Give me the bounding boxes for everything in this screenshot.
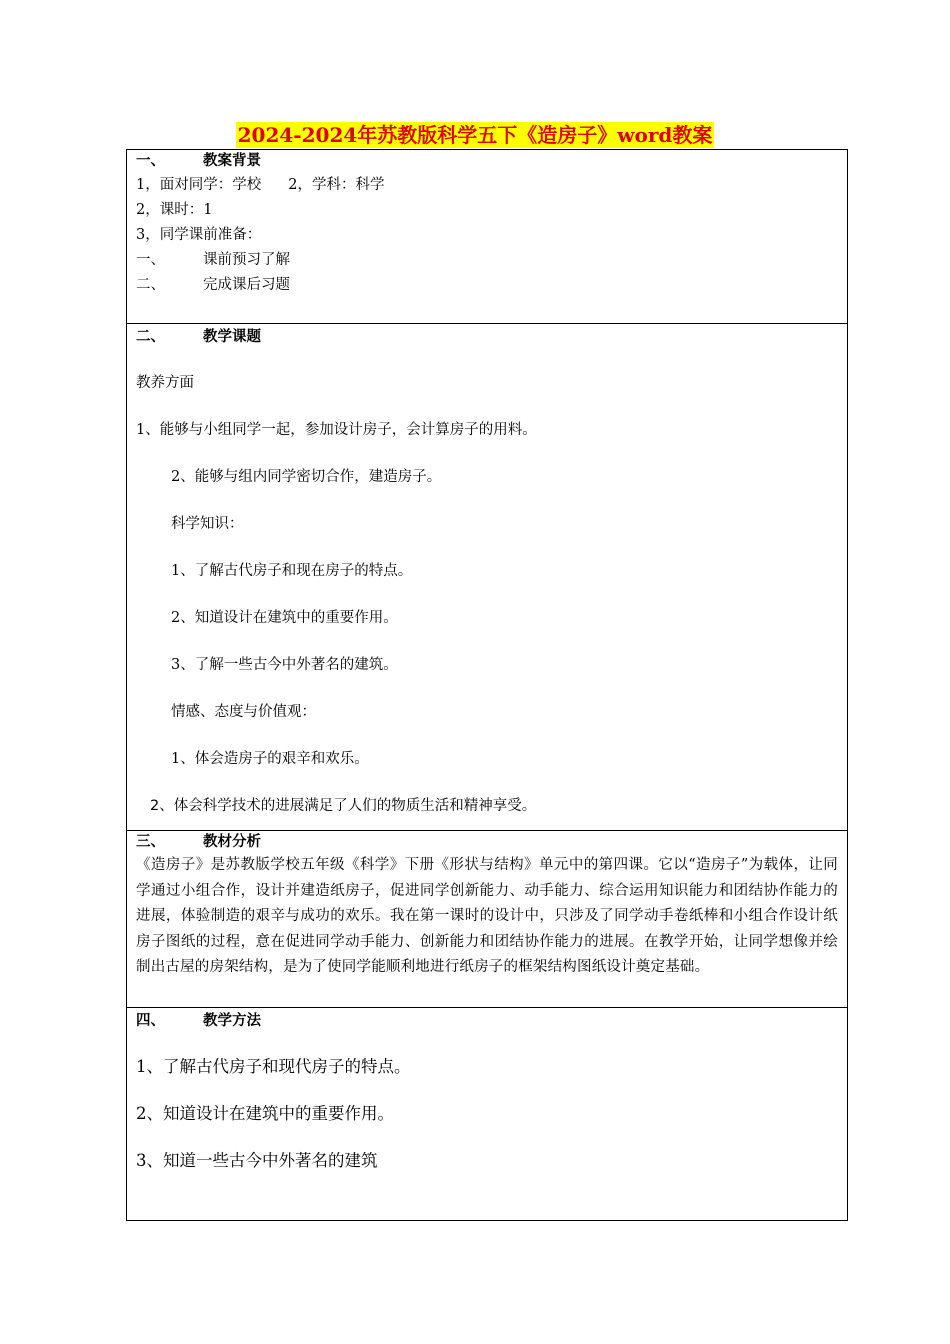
method-line: 1、了解古代房子和现代房子的特点。	[136, 1057, 411, 1076]
topic-line: 1、体会造房子的艰辛和欢乐。	[171, 751, 369, 767]
item-text: 完成课后习题	[203, 277, 290, 293]
section-heading: 教学方法	[203, 1012, 261, 1029]
section-method-row	[127, 1008, 848, 1221]
section-heading: 教材分析	[203, 833, 261, 850]
section-heading: 教案背景	[203, 152, 261, 169]
section-number: 一、	[136, 152, 165, 169]
topic-line: 2、体会科学技术的进展满足了人们的物质生活和精神享受。	[150, 798, 537, 814]
title-container	[0, 122, 950, 148]
topic-line: 情感、态度与价值观：	[171, 704, 316, 720]
preparation-item	[136, 248, 838, 273]
section-method-cell	[127, 1008, 848, 1221]
topic-line: 3、了解一些古今中外著名的建筑。	[171, 657, 398, 673]
lesson-plan-table	[126, 149, 848, 1221]
topic-line: 1、能够与小组同学一起，参加设计房子，会计算房子的用料。	[136, 422, 537, 438]
preparation-line: 3，同学课前准备：	[136, 227, 262, 243]
section-analysis-row	[127, 831, 848, 1008]
topic-line: 2、知道设计在建筑中的重要作用。	[171, 610, 398, 626]
analysis-paragraph: 《造房子》是苏教版学校五年级《科学》下册《形状与结构》单元中的第四课。它以“造房子”为载体，让同学通过小组合作，设计并建造纸房子，促进同学创新能力、动手能力、综合运用知识能力和团结协作能力的进展，体验制造的艰辛与成功的欢乐。我在第一课时的设计中，只涉及了同学动手卷纸棒和小组合作设计纸房子图纸的过程，意在促进同学动手能力、创新能力和团结协作能力的进展。在教学开始，让同学想像并绘制出古屋的房架结构，是为了使同学能顺利地进行纸房子的框架结构图纸设计奠定基础。	[136, 857, 838, 975]
topic-line: 科学知识：	[171, 516, 244, 532]
method-line: 2、知道设计在建筑中的重要作用。	[136, 1104, 394, 1123]
preparation-item	[136, 273, 838, 298]
subject-text: 2，学科：科学	[288, 177, 385, 193]
method-line: 3、知道一些古今中外著名的建筑	[136, 1151, 378, 1170]
section-background-row	[127, 150, 848, 324]
section-method-header	[136, 1010, 838, 1032]
audience-text: 1，面对同学：学校	[136, 177, 262, 193]
section-number: 四、	[136, 1012, 165, 1029]
item-number: 二、	[136, 277, 165, 293]
section-analysis-cell	[127, 831, 848, 1008]
section-background-cell	[127, 150, 848, 324]
section-topic-cell	[127, 324, 848, 831]
topic-line: 1、了解古代房子和现在房子的特点。	[171, 563, 413, 579]
section-topic-header	[136, 326, 838, 348]
item-text: 课前预习了解	[203, 252, 290, 268]
section-number: 三、	[136, 833, 165, 850]
section-topic-row	[127, 324, 848, 831]
audience-subject-line	[136, 173, 838, 198]
section-analysis-header	[136, 831, 838, 853]
section-number: 二、	[136, 328, 165, 345]
class-hours-line: 2，课时：1	[136, 202, 213, 218]
section-heading: 教学课题	[203, 328, 261, 345]
topic-line: 2、能够与组内同学密切合作，建造房子。	[171, 469, 442, 485]
document-title: 2024-2024年苏教版科学五下《造房子》word教案	[237, 123, 713, 147]
section-background-header	[136, 150, 838, 172]
topic-line: 教养方面	[136, 375, 194, 391]
item-number: 一、	[136, 252, 165, 268]
